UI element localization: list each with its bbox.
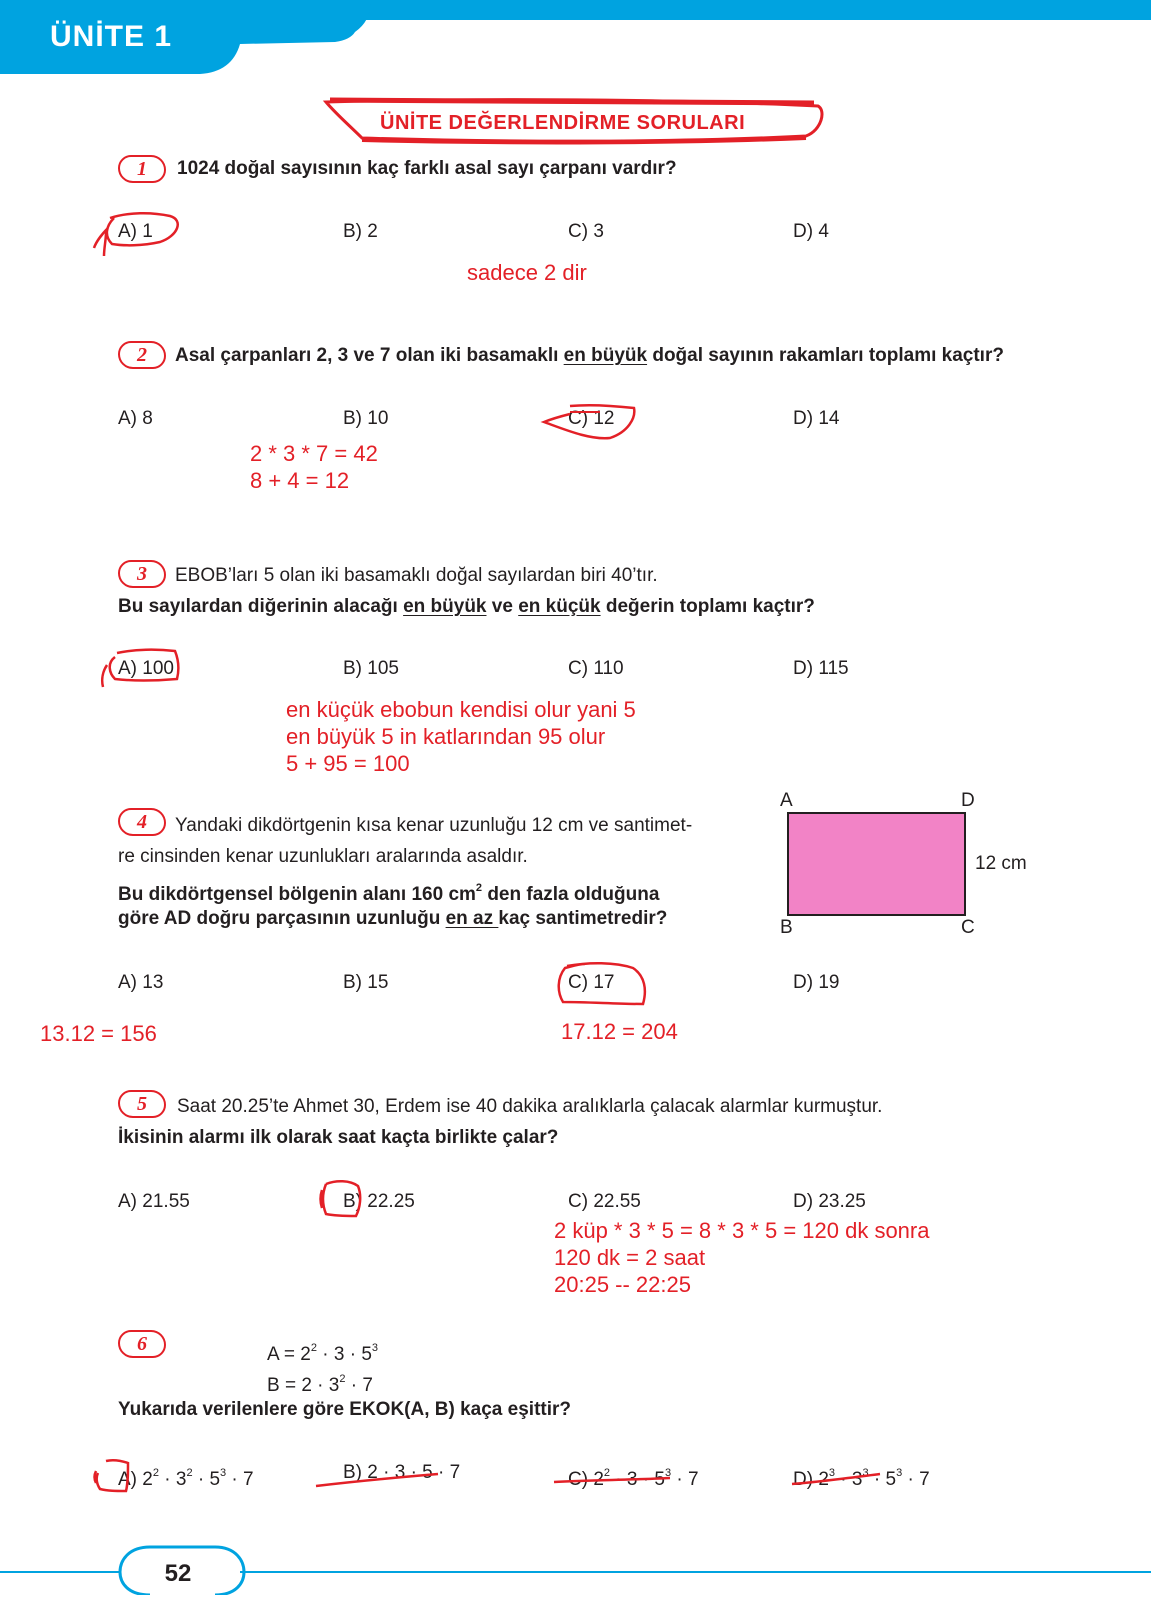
vertex-label-c: C: [961, 917, 975, 938]
option-d[interactable]: D) 4: [793, 221, 829, 242]
answer-circle-mark: [88, 208, 188, 268]
question-text: Saat 20.25’te Ahmet 30, Erdem ise 40 dakika aralıklarla çalacak alarmlar kurmuştur.: [177, 1096, 883, 1117]
question-number-badge: 6: [118, 1330, 166, 1358]
strike-through-mark: [550, 1470, 680, 1490]
option-part: · 3: [835, 1469, 863, 1490]
question-number-badge: 2: [118, 341, 166, 369]
question-text-part: göre AD doğru parçasının uzunluğu: [118, 908, 446, 929]
option-part: · 3: [158, 1469, 187, 1490]
superscript: 3: [371, 1342, 379, 1354]
option-d[interactable]: D) 115: [793, 658, 849, 679]
answer-circle-mark: [318, 1176, 368, 1221]
question-number-badge: 5: [118, 1090, 166, 1118]
question-text-part: değerin toplamı kaçtır?: [600, 596, 815, 617]
equation-a: [267, 1337, 378, 1366]
option-b[interactable]: B) 22.25: [343, 1191, 415, 1212]
page-number: 52: [164, 1560, 192, 1587]
handwritten-note: 8 + 4 = 12: [250, 468, 350, 493]
question-number-badge: 3: [118, 560, 166, 588]
option-b[interactable]: B) 2: [343, 221, 378, 242]
option-part: C) 2: [568, 1469, 604, 1490]
vertex-label-b: B: [780, 917, 793, 938]
handwritten-note: 17.12 = 204: [561, 1019, 678, 1044]
option-a[interactable]: [118, 1462, 254, 1491]
handwritten-note: en küçük ebobun kendisi olur yani 5: [286, 697, 636, 722]
equation-part: · 3 · 5: [316, 1344, 372, 1365]
section-title: ÜNİTE DEĞERLENDİRME SORULARI: [380, 112, 746, 134]
option-a[interactable]: A) 1: [118, 221, 153, 242]
question-text-part: kaç santimetredir?: [498, 908, 668, 929]
rectangle-figure: [787, 812, 966, 916]
equation-part: B = 2 · 3: [267, 1375, 340, 1396]
option-c[interactable]: C) 110: [568, 658, 624, 679]
vertex-label-d: D: [961, 790, 975, 811]
answer-circle-mark: [95, 645, 195, 695]
question-text: İkisinin alarmı ilk olarak saat kaçta birlikte çalar?: [118, 1127, 559, 1148]
option-a[interactable]: A) 100: [118, 658, 174, 679]
question-text: [118, 908, 667, 930]
header-band: [0, 0, 1151, 80]
option-d[interactable]: D) 14: [793, 408, 840, 429]
superscript: 3: [828, 1467, 836, 1479]
question-text: EBOB’ları 5 olan iki basamaklı doğal sayılardan biri 40’tır.: [175, 565, 658, 586]
option-part: A) 2: [118, 1469, 153, 1490]
unit-title: ÜNİTE 1: [50, 20, 173, 53]
answer-check-mark: [88, 1455, 138, 1500]
option-c[interactable]: C) 12: [568, 408, 615, 429]
option-d[interactable]: D) 19: [793, 972, 840, 993]
equation-part: A = 2: [267, 1344, 311, 1365]
option-b[interactable]: B) 10: [343, 408, 389, 429]
handwritten-note: 2 * 3 * 7 = 42: [250, 441, 378, 466]
option-part: B) 2 · 3 · 5 · 7: [343, 1462, 461, 1483]
strike-through-mark: [310, 1468, 460, 1496]
side-length-label: 12 cm: [975, 853, 1027, 874]
question-text-part: doğal sayının rakamları toplamı kaçtır?: [647, 345, 1004, 366]
superscript: 3: [220, 1467, 227, 1479]
question-number-badge: 1: [118, 155, 166, 183]
question-text-part: ve: [486, 596, 519, 617]
option-c[interactable]: C) 3: [568, 221, 604, 242]
superscript: 2: [339, 1373, 346, 1385]
option-b[interactable]: B) 105: [343, 658, 399, 679]
superscript: 2: [186, 1467, 193, 1479]
option-b[interactable]: B) 15: [343, 972, 389, 993]
option-a[interactable]: A) 8: [118, 408, 153, 429]
answer-circle-mark: [555, 960, 655, 1010]
question-number-badge: 4: [118, 808, 166, 836]
handwritten-note: 5 + 95 = 100: [286, 751, 410, 776]
question-text: [175, 345, 1004, 367]
handwritten-note: 120 dk = 2 saat: [554, 1245, 706, 1270]
option-c[interactable]: C) 22.55: [568, 1191, 641, 1212]
question-text-underlined: en büyük: [403, 596, 487, 617]
superscript: 2: [152, 1467, 159, 1479]
option-part: · 7: [226, 1469, 254, 1490]
question-text-part: Bu sayılardan diğerinin alacağı: [118, 596, 404, 617]
question-text-part: den fazla olduğuna: [482, 884, 660, 905]
question-text-part: Bu dikdörtgensel bölgenin alanı 160 cm: [118, 884, 476, 905]
option-part: · 7: [671, 1469, 699, 1490]
question-text: [118, 596, 815, 618]
equation-b: [267, 1368, 373, 1397]
superscript: 2: [310, 1342, 317, 1354]
question-text-part: Asal çarpanları 2, 3 ve 7 olan iki basamaklı: [175, 345, 564, 366]
option-part: · 5: [192, 1469, 221, 1490]
option-part: · 3 · 5: [610, 1469, 665, 1490]
superscript: 3: [862, 1467, 869, 1479]
handwritten-note: 13.12 = 156: [40, 1021, 157, 1046]
strike-through-mark: [788, 1468, 888, 1492]
option-part: · 5: [868, 1469, 897, 1490]
question-text: re cinsinden kenar uzunlukları aralarında asaldır.: [118, 846, 528, 867]
option-part: D) 2: [793, 1469, 829, 1490]
question-text-underlined: en büyük: [563, 345, 648, 366]
superscript: 2: [603, 1467, 611, 1479]
question-text: Yandaki dikdörtgenin kısa kenar uzunluğu 12 cm ve santimet-: [175, 815, 693, 836]
handwritten-note: sadece 2 dir: [467, 260, 587, 285]
question-text: Yukarıda verilenlere göre EKOK(A, B) kaça eşittir?: [118, 1399, 572, 1420]
superscript: 3: [664, 1467, 672, 1479]
question-text-underlined: en az: [445, 908, 499, 929]
question-text: 1024 doğal sayısının kaç farklı asal sayı çarpanı vardır?: [177, 158, 677, 179]
handwritten-note: en büyük 5 in katlarından 95 olur: [286, 724, 606, 749]
option-c[interactable]: C) 17: [568, 972, 615, 993]
answer-circle-mark: [540, 400, 640, 445]
option-part: · 7: [902, 1469, 930, 1490]
vertex-label-a: A: [780, 790, 793, 811]
superscript: 3: [896, 1467, 903, 1479]
equation-part: · 7: [345, 1375, 373, 1396]
question-text-underlined: en küçük: [518, 596, 601, 617]
handwritten-note: 20:25 -- 22:25: [554, 1272, 691, 1297]
superscript: 2: [475, 882, 483, 894]
question-text: [118, 877, 659, 906]
option-a[interactable]: A) 13: [118, 972, 164, 993]
option-a[interactable]: A) 21.55: [118, 1191, 190, 1212]
option-d[interactable]: D) 23.25: [793, 1191, 866, 1212]
handwritten-note: 2 küp * 3 * 5 = 8 * 3 * 5 = 120 dk sonra: [554, 1218, 930, 1243]
